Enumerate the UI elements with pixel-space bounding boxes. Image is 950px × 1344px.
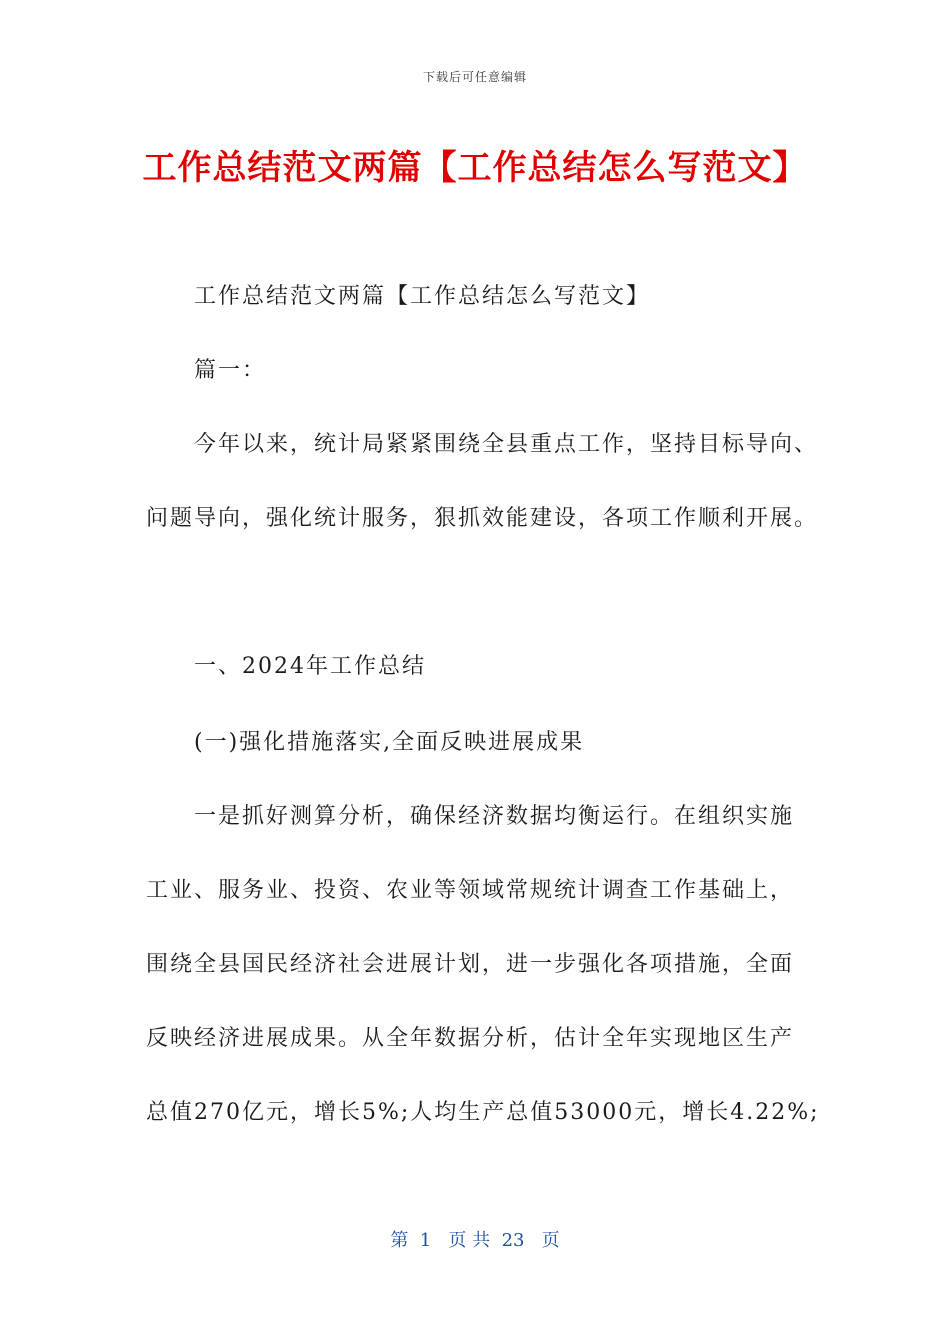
paragraph-intro-line-2: 问题导向，强化统计服务，狠抓效能建设，各项工作顺利开展。 — [146, 506, 819, 531]
header-note: 下载后可任意编辑 — [422, 70, 527, 84]
paragraph-body-line-5: 总值270亿元，增长5%;人均生产总值53000元，增长4.22%; — [146, 1100, 820, 1125]
heading-2024-summary: 一、2024年工作总结 — [194, 654, 426, 679]
paragraph-body-line-2: 工业、服务业、投资、农业等领域常规统计调查工作基础上， — [146, 878, 795, 903]
page-footer: 第 1 页 共 23 页 — [390, 1230, 560, 1251]
document-title: 工作总结范文两篇【工作总结怎么写范文】 — [142, 148, 808, 188]
subheading-measures: (一)强化措施落实,全面反映进展成果 — [194, 730, 585, 755]
paragraph-section-label: 篇一： — [194, 358, 267, 383]
paragraph-subtitle: 工作总结范文两篇【工作总结怎么写范文】 — [194, 284, 651, 309]
paragraph-body-line-1: 一是抓好测算分析，确保经济数据均衡运行。在组织实施 — [194, 804, 795, 829]
paragraph-body-line-3: 围绕全县国民经济社会进展计划，进一步强化各项措施，全面 — [146, 952, 795, 977]
paragraph-body-line-4: 反映经济进展成果。从全年数据分析，估计全年实现地区生产 — [146, 1026, 795, 1051]
paragraph-intro-line-1: 今年以来，统计局紧紧围绕全县重点工作，坚持目标导向、 — [194, 432, 819, 457]
